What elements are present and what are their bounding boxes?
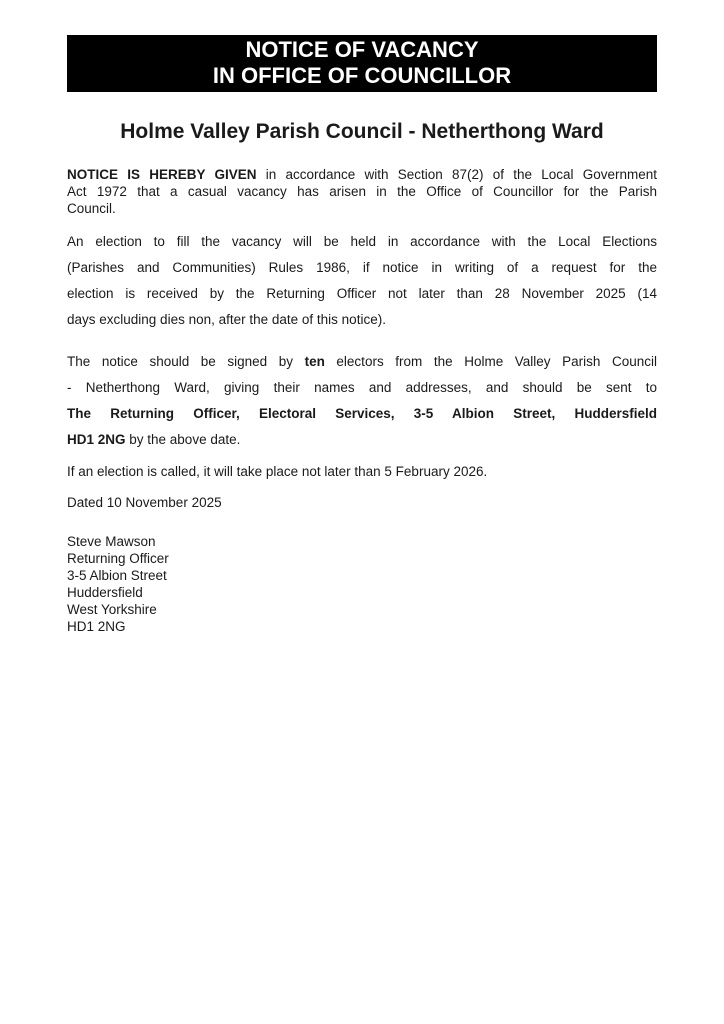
text-segment: by the above date. <box>125 432 241 447</box>
page-title: Holme Valley Parish Council - Netherthong Ward <box>120 120 604 143</box>
notice-banner <box>67 35 657 92</box>
paragraph-notice-given <box>67 166 657 217</box>
text-segment: If an election is called, it will take place not later than 5 February 2026. <box>67 464 488 479</box>
text-line <box>67 229 657 255</box>
signatory-address-postcode: HD1 2NG <box>67 619 126 634</box>
notice-content <box>67 35 657 635</box>
signatory-title: Returning Officer <box>67 551 169 566</box>
paragraph-signatures-required <box>67 349 657 453</box>
text-segment: Act 1972 that a casual vacancy has arisen in the Office of Councillor for the Parish <box>67 184 657 199</box>
text-line <box>67 494 657 511</box>
text-line <box>67 166 657 183</box>
text-line <box>67 307 657 333</box>
signatory-address-town: Huddersfield <box>67 585 143 600</box>
text-segment: (Parishes and Communities) Rules 1986, if notice in writing of a request for the <box>67 260 657 275</box>
banner-line-1: NOTICE OF VACANCY <box>245 37 479 62</box>
paragraph-election-rules <box>67 229 657 333</box>
text-line <box>67 427 657 453</box>
bold-text-segment: HD1 2NG <box>67 432 126 447</box>
notice-paragraphs <box>67 166 657 511</box>
paragraph-dated <box>67 494 657 511</box>
bold-text-segment: ten <box>304 354 325 369</box>
bold-text-segment: The Returning Officer, Electoral Services, 3-5 Albion Street, Huddersfield <box>67 406 657 421</box>
text-line <box>67 463 657 480</box>
text-line <box>67 255 657 281</box>
text-line <box>67 375 657 401</box>
text-segment: election is received by the Returning Officer not later than 28 November 2025 (14 <box>67 286 657 301</box>
text-line <box>67 281 657 307</box>
bold-text-segment: NOTICE IS HEREBY GIVEN <box>67 167 257 182</box>
paragraph-election-date <box>67 463 657 480</box>
signatory-name: Steve Mawson <box>67 534 156 549</box>
signature-block <box>67 533 657 635</box>
text-segment: electors from the Holme Valley Parish Council <box>324 354 657 369</box>
text-segment: - Netherthong Ward, giving their names and addresses, and should be sent to <box>67 380 657 395</box>
text-segment: in accordance with Section 87(2) of the Local Government <box>256 167 657 182</box>
signatory-address-county: West Yorkshire <box>67 602 157 617</box>
banner-line-2: IN OFFICE OF COUNCILLOR <box>212 63 512 88</box>
text-line <box>67 349 657 375</box>
text-segment: The notice should be signed by <box>67 354 305 369</box>
text-line <box>67 183 657 200</box>
text-segment: Dated 10 November 2025 <box>67 495 222 510</box>
signatory-address-street: 3-5 Albion Street <box>67 568 167 583</box>
text-line <box>67 200 657 217</box>
text-segment: days excluding dies non, after the date of this notice). <box>67 312 386 327</box>
text-segment: An election to fill the vacancy will be held in accordance with the Local Elections <box>67 234 657 249</box>
text-line <box>67 401 657 427</box>
text-segment: Council. <box>67 201 116 216</box>
